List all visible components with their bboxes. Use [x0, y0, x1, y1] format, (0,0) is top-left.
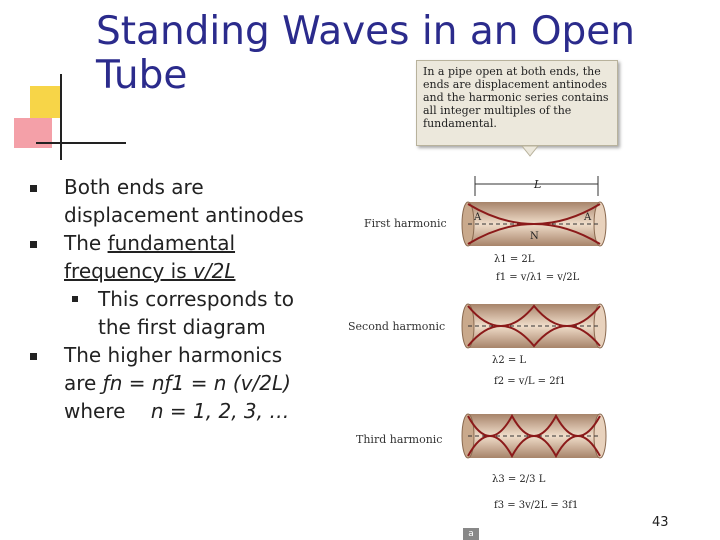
bullet-1	[30, 173, 345, 229]
third-harmonic-wavelength: λ3 = 2/3 L	[492, 474, 546, 485]
sub-bullet	[30, 285, 345, 341]
figure-panel-letter: a	[463, 528, 479, 540]
callout-pointer	[520, 146, 540, 158]
second-harmonic-wavelength: λ2 = L	[492, 355, 527, 366]
sub-bullet-marker	[72, 296, 78, 302]
tube-third-harmonic	[462, 414, 606, 458]
first-harmonic-frequency: f1 = v/λ1 = v/2L	[496, 272, 580, 283]
bullet-2-frequency-text: frequency is	[64, 259, 194, 283]
bullet-list	[30, 173, 345, 425]
sub-bullet-line1: This corresponds to	[98, 287, 294, 311]
bullet-2-formula: v/2L	[193, 259, 236, 283]
bullet-3	[30, 341, 345, 425]
tube-figure	[440, 166, 612, 466]
first-harmonic-label: First harmonic	[364, 217, 447, 230]
figure-callout: In a pipe open at both ends, the ends are displacement antinodes and the harmonic series contains all integer multiples of the fundamental.	[416, 60, 618, 146]
bullet-1-line2: displacement antinodes	[64, 203, 304, 227]
bullet-2	[30, 229, 345, 285]
tube-first-harmonic	[462, 202, 606, 246]
second-harmonic-frequency: f2 = v/L = 2f1	[494, 376, 566, 387]
bullet-1-line1: Both ends are	[64, 175, 204, 199]
second-harmonic-label: Second harmonic	[348, 320, 446, 333]
bullet-2-fundamental: fundamental	[107, 231, 236, 255]
bullet-3-where: where	[64, 399, 126, 423]
bullet-3-n-values: n = 1, 2, 3, …	[150, 399, 290, 423]
third-harmonic-frequency: f3 = 3v/2L = 3f1	[494, 500, 579, 511]
antinode-label: A	[584, 212, 592, 223]
antinode-label: A	[474, 212, 482, 223]
tube-second-harmonic	[462, 304, 606, 348]
deco-horizontal-line	[36, 142, 126, 144]
bullet-3-pre: are	[64, 371, 103, 395]
bullet-2-pre: The	[64, 231, 108, 255]
bullet-marker	[30, 185, 37, 192]
third-harmonic-label: Third harmonic	[356, 433, 443, 446]
slide-title: Standing Waves in an Open Tube	[96, 9, 636, 98]
bullet-marker	[30, 241, 37, 248]
bullet-3-formula: ƒn = nƒ1 = n (v/2L)	[102, 371, 291, 395]
bullet-marker	[30, 353, 37, 360]
deco-vertical-line	[60, 74, 62, 160]
node-label: N	[530, 231, 539, 242]
deco-yellow-square	[30, 86, 60, 118]
bullet-3-line1: The higher harmonics	[64, 343, 283, 367]
length-label: L	[534, 178, 542, 191]
page-number: 43	[652, 515, 669, 530]
first-harmonic-wavelength: λ1 = 2L	[494, 254, 535, 265]
sub-bullet-line2: the first diagram	[98, 315, 266, 339]
